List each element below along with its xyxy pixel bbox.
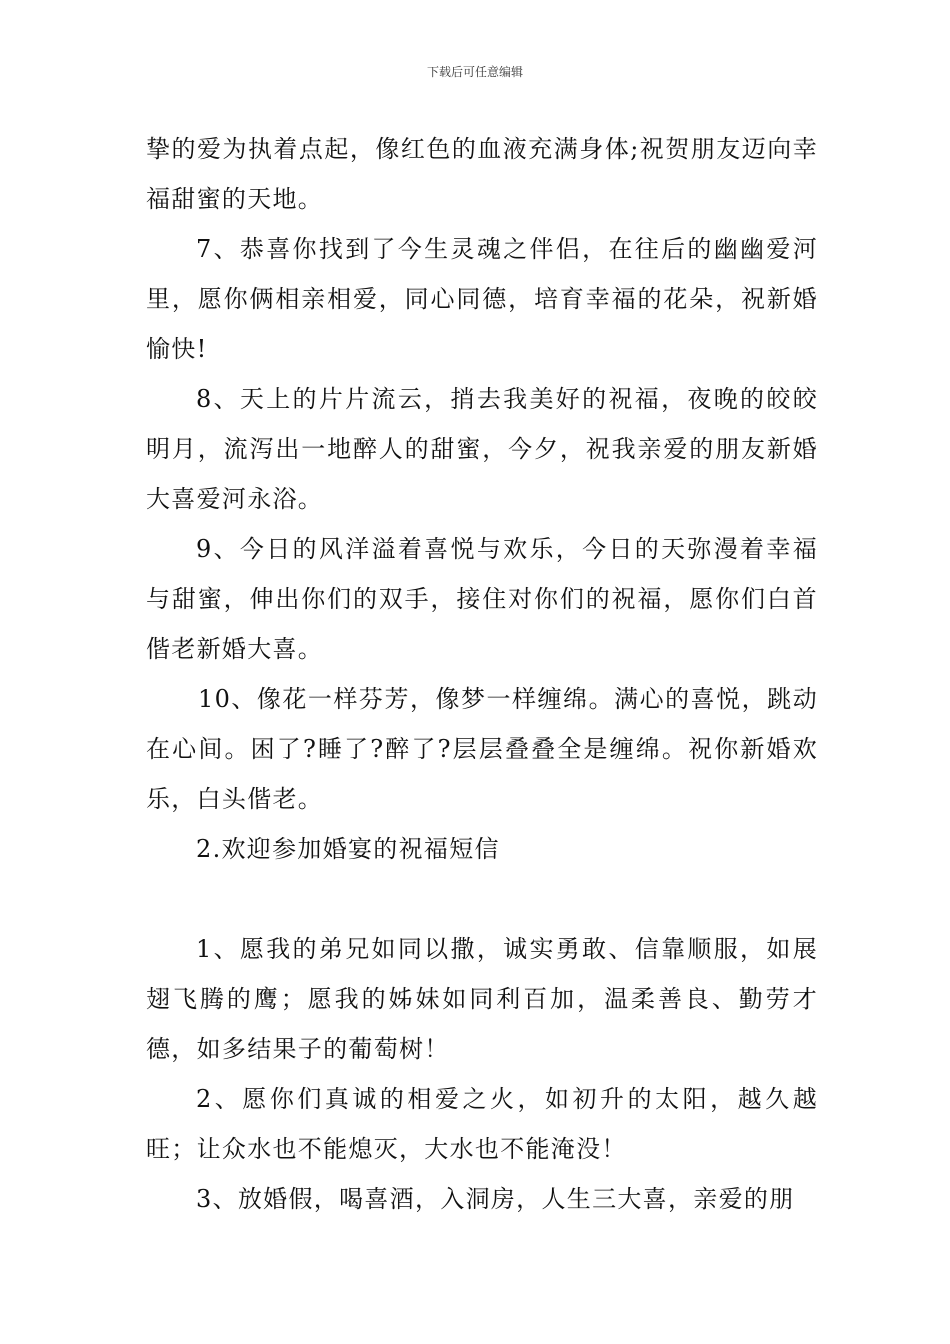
section-spacer (146, 874, 818, 924)
section-paragraph-item-1: 1、愿我的弟兄如同以撒，诚实勇敢、信靠顺服，如展翅飞腾的鹰；愿我的姊妹如同利百加，温柔善良、勤劳才德，如多结果子的葡萄树！ (146, 935, 818, 1063)
section-paragraph-item-3: 3、放婚假，喝喜酒，入洞房，人生三大喜，亲爱的朋 (196, 1185, 795, 1213)
document-body (146, 124, 818, 1224)
section-paragraph-item-2: 2、愿你们真诚的相爱之火，如初升的太阳，越久越旺；让众水也不能熄灭，大水也不能淹没！ (146, 1085, 818, 1163)
paragraph-item-8: 8、天上的片片流云，捎去我美好的祝福，夜晚的皎皎明月，流泻出一地醉人的甜蜜，今夕，祝我亲爱的朋友新婚大喜爱河永浴。 (146, 385, 818, 513)
paragraph-item-10: 10、像花一样芬芳，像梦一样缠绵。满心的喜悦，跳动在心间。困了?睡了?醉了?层层叠叠全是缠绵。祝你新婚欢乐，白头偕老。 (146, 685, 818, 813)
page-header: 下载后可任意编辑 (426, 65, 523, 79)
paragraph-item-9: 9、今日的风洋溢着喜悦与欢乐，今日的天弥漫着幸福与甜蜜，伸出你们的双手，接住对你们的祝福，愿你们白首偕老新婚大喜。 (146, 535, 818, 663)
paragraph-item-7: 7、恭喜你找到了今生灵魂之伴侣，在往后的幽幽爱河里，愿你俩相亲相爱，同心同德，培育幸福的花朵，祝新婚愉快! (146, 235, 818, 363)
section-title: 2.欢迎参加婚宴的祝福短信 (196, 835, 500, 863)
paragraph-continuation: 挚的爱为执着点起，像红色的血液充满身体;祝贺朋友迈向幸福甜蜜的天地。 (146, 135, 818, 213)
